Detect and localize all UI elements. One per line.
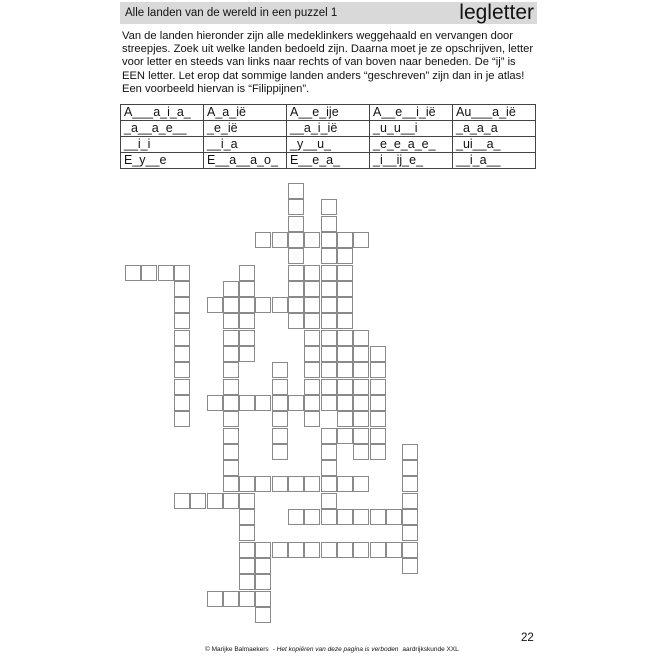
grid-cell <box>207 591 223 607</box>
grid-cell <box>272 444 288 460</box>
clue-cell: E__a__a_o_ <box>204 153 287 169</box>
grid-cell <box>239 525 255 541</box>
grid-cell <box>288 313 304 329</box>
grid-cell <box>174 330 190 346</box>
grid-cell <box>353 379 369 395</box>
grid-cell <box>288 232 304 248</box>
grid-cell <box>386 542 402 558</box>
grid-cell <box>255 232 271 248</box>
grid-cell <box>337 281 353 297</box>
grid-cell <box>353 346 369 362</box>
grid-cell <box>304 232 320 248</box>
grid-cell <box>402 558 418 574</box>
clue-cell: _e_ië <box>204 121 287 137</box>
grid-cell <box>239 281 255 297</box>
grid-cell <box>223 297 239 313</box>
grid-cell <box>370 411 386 427</box>
grid-cell <box>288 265 304 281</box>
grid-cell <box>239 574 255 590</box>
grid-cell <box>321 199 337 215</box>
grid-cell <box>223 330 239 346</box>
grid-cell <box>174 281 190 297</box>
grid-cell <box>174 297 190 313</box>
grid-cell <box>370 444 386 460</box>
grid-cell <box>337 428 353 444</box>
clue-cell: _y__u_ <box>287 137 370 153</box>
instructions-text: Van de landen hieronder zijn alle medeklinkers weggehaald en vervangen door streepjes. Zoek uit welke landen bedoeld zijn. Daarna moet je ze opschrijven, letter voor letter en steeds van links naar rechts of van boven naar beneden. De “ij” is EEN letter. Let erop dat sommige landen anders “geschreven” zijn dan in je atlas! Een voorbeeld hiervan is “Filippijnen”. <box>122 30 534 95</box>
clue-cell: _a_a_a <box>453 121 536 137</box>
grid-cell <box>223 313 239 329</box>
grid-cell <box>255 558 271 574</box>
grid-cell <box>304 297 320 313</box>
grid-cell <box>207 493 223 509</box>
clue-cell: A_a_ië <box>204 105 287 121</box>
grid-cell <box>255 395 271 411</box>
grid-cell <box>223 493 239 509</box>
grid-cell <box>304 411 320 427</box>
grid-cell <box>239 313 255 329</box>
grid-cell <box>272 428 288 444</box>
grid-cell <box>353 411 369 427</box>
grid-cell <box>337 476 353 492</box>
grid-cell <box>288 542 304 558</box>
page-title: Alle landen van de wereld in een puzzel 1 <box>125 7 338 19</box>
grid-cell <box>337 248 353 264</box>
grid-cell <box>370 379 386 395</box>
grid-cell <box>321 232 337 248</box>
grid-cell <box>321 395 337 411</box>
grid-cell <box>337 509 353 525</box>
grid-cell <box>337 265 353 281</box>
grid-cell <box>321 248 337 264</box>
grid-cell <box>337 542 353 558</box>
grid-cell <box>353 395 369 411</box>
grid-cell <box>304 362 320 378</box>
grid-cell <box>321 346 337 362</box>
grid-cell <box>353 428 369 444</box>
grid-cell <box>304 509 320 525</box>
clue-cell: __i_a__ <box>453 153 536 169</box>
grid-cell <box>223 362 239 378</box>
grid-cell <box>321 542 337 558</box>
grid-cell <box>402 542 418 558</box>
grid-cell <box>223 444 239 460</box>
grid-cell <box>321 379 337 395</box>
footer-copyright: © Marijke Balmaekers <box>205 646 269 653</box>
grid-cell <box>321 313 337 329</box>
grid-cell <box>321 476 337 492</box>
grid-cell <box>288 216 304 232</box>
grid-cell <box>402 476 418 492</box>
grid-cell <box>321 428 337 444</box>
grid-cell <box>370 542 386 558</box>
grid-cell <box>402 444 418 460</box>
grid-cell <box>223 379 239 395</box>
grid-cell <box>337 232 353 248</box>
grid-cell <box>239 346 255 362</box>
grid-cell <box>370 395 386 411</box>
grid-cell <box>370 362 386 378</box>
grid-cell <box>321 460 337 476</box>
grid-cell <box>353 476 369 492</box>
grid-cell <box>174 395 190 411</box>
grid-cell <box>321 362 337 378</box>
clue-cell: E__e_a_ <box>287 153 370 169</box>
grid-cell <box>353 330 369 346</box>
grid-cell <box>239 493 255 509</box>
grid-cell <box>223 395 239 411</box>
grid-cell <box>353 444 369 460</box>
grid-cell <box>288 509 304 525</box>
grid-cell <box>370 509 386 525</box>
grid-cell <box>272 542 288 558</box>
grid-cell <box>223 346 239 362</box>
grid-cell <box>239 395 255 411</box>
grid-cell <box>288 395 304 411</box>
grid-cell <box>174 265 190 281</box>
grid-cell <box>370 346 386 362</box>
grid-cell <box>337 379 353 395</box>
grid-cell <box>239 542 255 558</box>
grid-cell <box>288 183 304 199</box>
clue-cell: __i_i <box>121 137 204 153</box>
grid-cell <box>272 362 288 378</box>
grid-cell <box>223 428 239 444</box>
grid-cell <box>125 265 141 281</box>
grid-cell <box>272 297 288 313</box>
grid-cell <box>321 281 337 297</box>
grid-cell <box>321 330 337 346</box>
clue-cell: Au___a_ië <box>453 105 536 121</box>
grid-cell <box>255 607 271 623</box>
clue-cell: A___a_i_a_ <box>121 105 204 121</box>
footer-notice: - Het kopiëren van deze pagina is verboden <box>272 646 399 653</box>
grid-cell <box>304 330 320 346</box>
grid-cell <box>321 297 337 313</box>
grid-cell <box>223 411 239 427</box>
grid-cell <box>239 558 255 574</box>
grid-cell <box>190 493 206 509</box>
clue-cell: _i__ij_e_ <box>370 153 453 169</box>
grid-cell <box>255 297 271 313</box>
grid-cell <box>304 476 320 492</box>
grid-cell <box>337 411 353 427</box>
grid-cell <box>239 265 255 281</box>
footer <box>205 646 459 653</box>
clue-cell: _ui__a_ <box>453 137 536 153</box>
grid-cell <box>174 362 190 378</box>
grid-cell <box>239 509 255 525</box>
grid-cell <box>402 460 418 476</box>
grid-cell <box>288 199 304 215</box>
clue-cell: __a_i_ië <box>287 121 370 137</box>
grid-cell <box>321 265 337 281</box>
grid-cell <box>304 395 320 411</box>
grid-cell <box>386 509 402 525</box>
grid-cell <box>174 346 190 362</box>
grid-cell <box>304 379 320 395</box>
grid-cell <box>158 265 174 281</box>
grid-cell <box>255 476 271 492</box>
footer-book: aardrijkskunde XXL <box>402 646 459 653</box>
clue-cell: E_y__e <box>121 153 204 169</box>
grid-cell <box>272 411 288 427</box>
grid-cell <box>288 476 304 492</box>
grid-cell <box>239 330 255 346</box>
grid-cell <box>337 297 353 313</box>
grid-cell <box>304 265 320 281</box>
page-number: 22 <box>521 632 534 644</box>
grid-cell <box>174 411 190 427</box>
grid-cell <box>174 379 190 395</box>
grid-cell <box>288 281 304 297</box>
grid-cell <box>272 395 288 411</box>
grid-cell <box>321 493 337 509</box>
grid-cell <box>255 574 271 590</box>
grid-cell <box>239 476 255 492</box>
grid-cell <box>321 216 337 232</box>
grid-cell <box>402 509 418 525</box>
grid-cell <box>370 428 386 444</box>
grid-cell <box>304 313 320 329</box>
grid-cell <box>337 395 353 411</box>
grid-cell <box>288 248 304 264</box>
grid-cell <box>272 379 288 395</box>
grid-cell <box>255 591 271 607</box>
grid-cell <box>223 476 239 492</box>
grid-cell <box>174 313 190 329</box>
grid-cell <box>304 542 320 558</box>
grid-cell <box>353 362 369 378</box>
clue-cell: _u_u__i <box>370 121 453 137</box>
grid-cell <box>337 313 353 329</box>
clue-cell: A__e__i_ië <box>370 105 453 121</box>
grid-cell <box>255 542 271 558</box>
grid-cell <box>321 444 337 460</box>
grid-cell <box>207 297 223 313</box>
grid-cell <box>223 281 239 297</box>
grid-cell <box>304 346 320 362</box>
clue-cell: A__e_ije <box>287 105 370 121</box>
grid-cell <box>223 591 239 607</box>
grid-cell <box>223 460 239 476</box>
grid-cell <box>402 493 418 509</box>
grid-cell <box>337 362 353 378</box>
grid-cell <box>239 591 255 607</box>
grid-cell <box>141 265 157 281</box>
clue-cell: _a__a_e__ <box>121 121 204 137</box>
grid-cell <box>337 330 353 346</box>
page-tag: legletter <box>459 1 534 24</box>
grid-cell <box>272 232 288 248</box>
grid-cell <box>304 281 320 297</box>
grid-cell <box>239 297 255 313</box>
grid-cell <box>402 525 418 541</box>
grid-cell <box>174 493 190 509</box>
grid-cell <box>353 509 369 525</box>
grid-cell <box>207 395 223 411</box>
grid-cell <box>353 232 369 248</box>
grid-cell <box>272 476 288 492</box>
grid-cell <box>353 542 369 558</box>
grid-cell <box>321 509 337 525</box>
grid-cell <box>288 297 304 313</box>
clue-cell: _e_e_a_e_ <box>370 137 453 153</box>
clue-cell: __i_a <box>204 137 287 153</box>
grid-cell <box>337 346 353 362</box>
